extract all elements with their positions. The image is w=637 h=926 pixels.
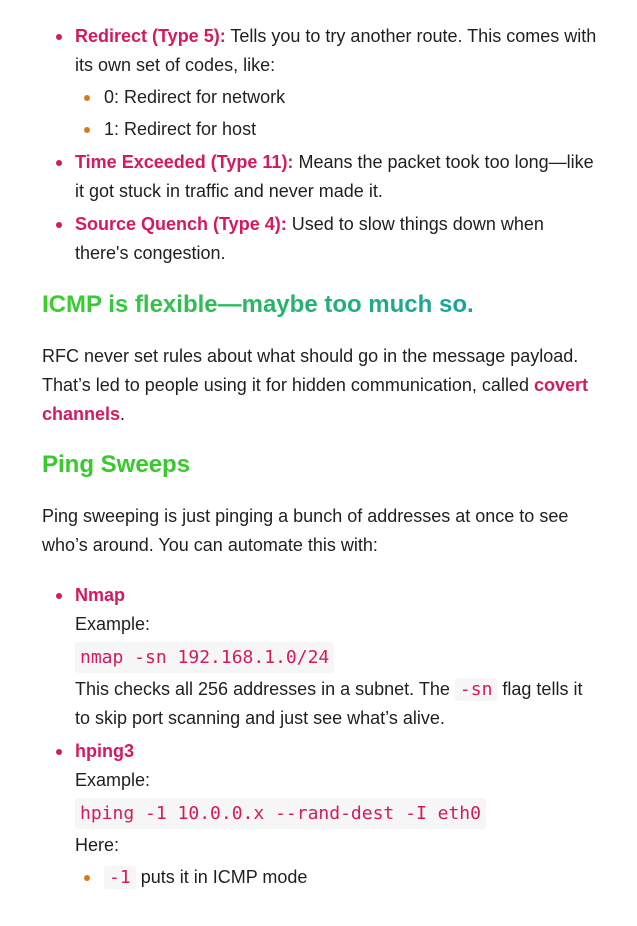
example-label-hping3: Example: — [75, 770, 151, 790]
hping-notes-list — [104, 863, 602, 892]
list-item-nmap — [75, 581, 602, 733]
covert-channels-link[interactable]: covert channels — [42, 375, 588, 424]
code-nmap-command: nmap -sn 192.168.1.0/24 — [75, 642, 334, 673]
icmp-type-list — [75, 22, 602, 268]
nmap-description — [75, 675, 602, 733]
list-item-note — [104, 863, 602, 892]
note-text: puts it in ICMP mode — [135, 867, 308, 887]
list-item-time-exceeded — [75, 148, 602, 206]
heading-icmp-flexible — [42, 288, 602, 322]
tool-name-nmap: Nmap — [75, 585, 126, 605]
heading-icmp-flexible-text: ICMP is flexible—maybe too much so. — [42, 291, 474, 318]
list-item-code-1: 1: Redirect for host — [104, 115, 602, 144]
tool-list — [75, 581, 602, 892]
para-covert-end: . — [120, 404, 126, 424]
desc-redirect: Tells you to try another route. This comes with its own set of codes, like: — [75, 26, 597, 75]
list-item-source-quench — [75, 210, 602, 268]
tool-name-hping3: hping3 — [75, 741, 134, 761]
nmap-desc-before: This checks all 256 addresses in a subnet. The — [75, 679, 455, 699]
list-item-code-0: 0: Redirect for network — [104, 83, 602, 112]
here-label: Here: — [75, 835, 120, 855]
para-covert-channels — [42, 342, 602, 429]
nmap-desc-after: flag tells it to skip port scanning and just see what’s alive. — [75, 679, 583, 728]
code-hping-command: hping -1 10.0.0.x --rand-dest -I eth0 — [75, 798, 486, 829]
term-redirect: Redirect (Type 5): — [75, 26, 226, 46]
para-covert-text: RFC never set rules about what should go in the message payload. That’s led to people using it for hidden communication, called — [42, 346, 579, 395]
term-source-quench: Source Quench (Type 4): — [75, 214, 287, 234]
list-item-hping3 — [75, 737, 602, 892]
code-flag-1: -1 — [104, 866, 136, 889]
para-ping-sweep-intro: Ping sweeping is just pinging a bunch of addresses at once to see who’s around. You can automate this with: — [42, 506, 569, 555]
example-label-nmap: Example: — [75, 614, 151, 634]
desc-source-quench: Used to slow things down when there's congestion. — [75, 214, 544, 263]
desc-time-exceeded: Means the packet took too long—like it got stuck in traffic and never made it. — [75, 152, 594, 201]
code-sn-flag: -sn — [455, 678, 498, 701]
term-time-exceeded: Time Exceeded (Type 11): — [75, 152, 294, 172]
list-item-redirect — [75, 22, 602, 144]
redirect-code-list — [104, 83, 602, 144]
heading-ping-sweeps: Ping Sweeps — [42, 451, 191, 478]
